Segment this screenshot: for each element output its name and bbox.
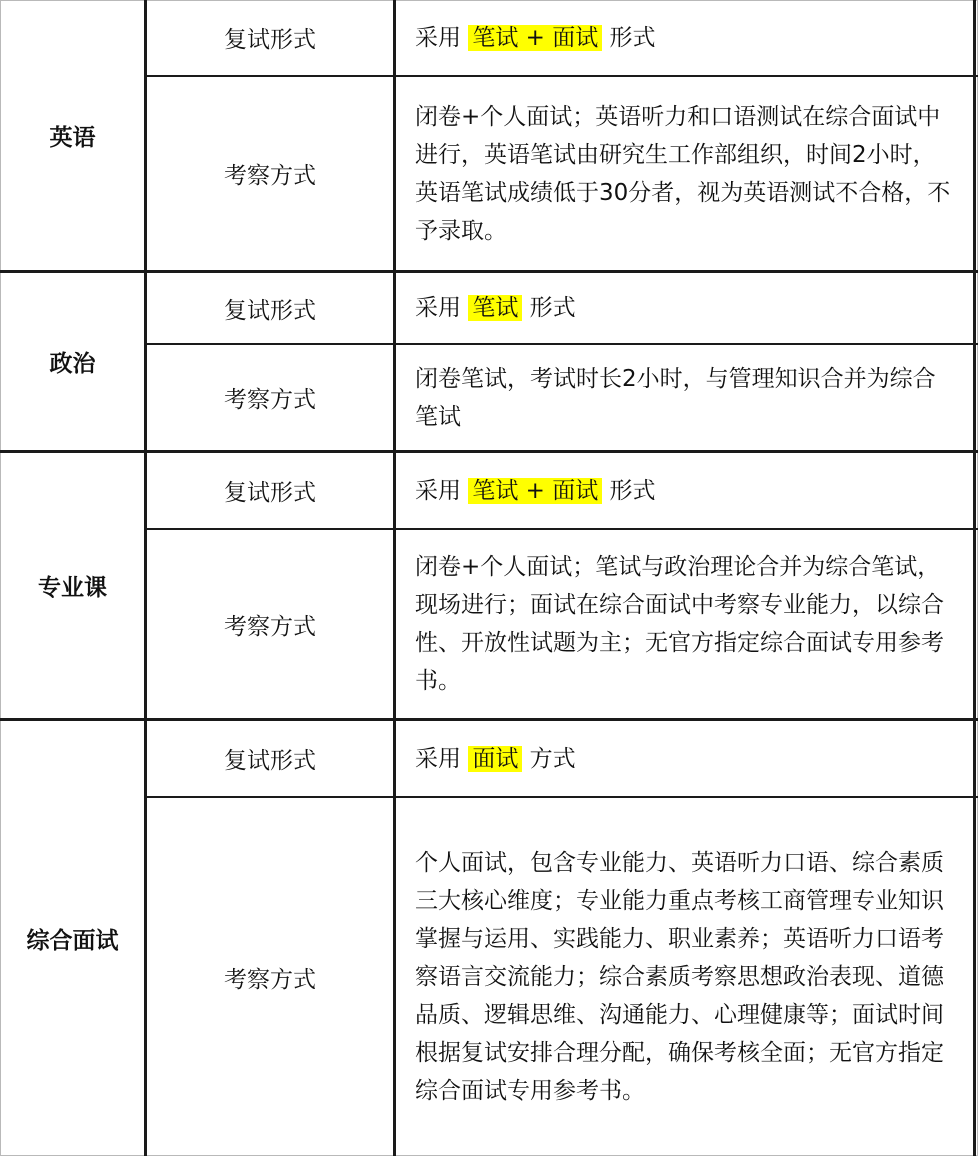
row-label-format <box>147 721 393 796</box>
exam-method-text: 闭卷笔试，考试时长2小时，与管理知识合并为综合笔试 <box>415 365 936 430</box>
label-text: 考察方式 <box>224 966 316 993</box>
label-text: 考察方式 <box>224 387 316 413</box>
exam-format-cell <box>393 721 976 796</box>
label-text: 复试形式 <box>224 297 316 324</box>
row-label-format <box>147 0 393 75</box>
format-suffix: 形式 <box>602 477 656 504</box>
exam-method-text: 个人面试，包含专业能力、英语听力口语、综合素质三大核心维度；专业能力重点考核工商管理专业知识掌握与运用、实践能力、职业素养；英语听力口语考察语言交流能力；综合素质考察思想政治表现、道德品质、逻辑思维、沟通能力、心理健康等；面试时间根据复试安排合理分配，确保考核全面；无官方指定综合面试专用参考书。 <box>415 850 944 1104</box>
exam-format-cell <box>393 273 976 343</box>
subject-label: 综合面试 <box>26 928 119 954</box>
subject-label: 英语 <box>49 124 96 151</box>
row-label-method <box>147 77 393 270</box>
format-prefix: 采用 <box>415 24 469 51</box>
subject-english <box>0 0 147 270</box>
format-highlight: 笔试 <box>468 295 522 321</box>
exam-method-cell <box>393 345 976 450</box>
exam-method-cell <box>393 530 976 718</box>
row-label-format <box>147 273 393 343</box>
label-text: 考察方式 <box>224 613 316 640</box>
format-prefix: 采用 <box>415 295 469 321</box>
row-label-format <box>147 453 393 528</box>
subject-label: 专业课 <box>38 575 107 601</box>
subject-politics <box>0 273 147 450</box>
exam-format-text <box>415 740 955 778</box>
format-highlight: 笔试 + 面试 <box>468 25 602 51</box>
format-prefix: 采用 <box>415 745 469 772</box>
label-text: 考察方式 <box>224 163 316 189</box>
exam-method-text: 闭卷+个人面试；笔试与政治理论合并为综合笔试，现场进行；面试在综合面试中考察专业能力，以综合性、开放性试题为主；无官方指定综合面试专用参考书。 <box>415 554 944 694</box>
exam-method-cell <box>393 77 976 270</box>
exam-format-cell <box>393 0 976 75</box>
format-prefix: 采用 <box>415 477 469 504</box>
exam-format-text <box>415 289 955 327</box>
exam-format-cell <box>393 453 976 528</box>
subject-comprehensive-interview <box>0 721 147 1156</box>
exam-format-text <box>415 472 955 510</box>
row-label-method <box>147 345 393 450</box>
format-suffix: 形式 <box>602 24 656 51</box>
subject-label: 政治 <box>49 351 96 377</box>
exam-method-text: 闭卷+个人面试；英语听力和口语测试在综合面试中进行，英语笔试由研究生工作部组织，时间2小时，英语笔试成绩低于30分者，视为英语测试不合格，不予录取。 <box>415 103 951 244</box>
label-text: 复试形式 <box>224 748 316 774</box>
label-text: 复试形式 <box>224 27 316 53</box>
format-highlight: 面试 <box>468 746 522 772</box>
exam-method-cell <box>393 798 976 1156</box>
exam-format-text <box>415 19 955 57</box>
format-highlight: 笔试 + 面试 <box>468 478 602 504</box>
row-label-method <box>147 530 393 718</box>
subject-major-course <box>0 453 147 718</box>
format-suffix: 形式 <box>522 295 576 321</box>
label-text: 复试形式 <box>224 480 316 506</box>
row-label-method <box>147 798 393 1156</box>
format-suffix: 方式 <box>522 745 576 772</box>
